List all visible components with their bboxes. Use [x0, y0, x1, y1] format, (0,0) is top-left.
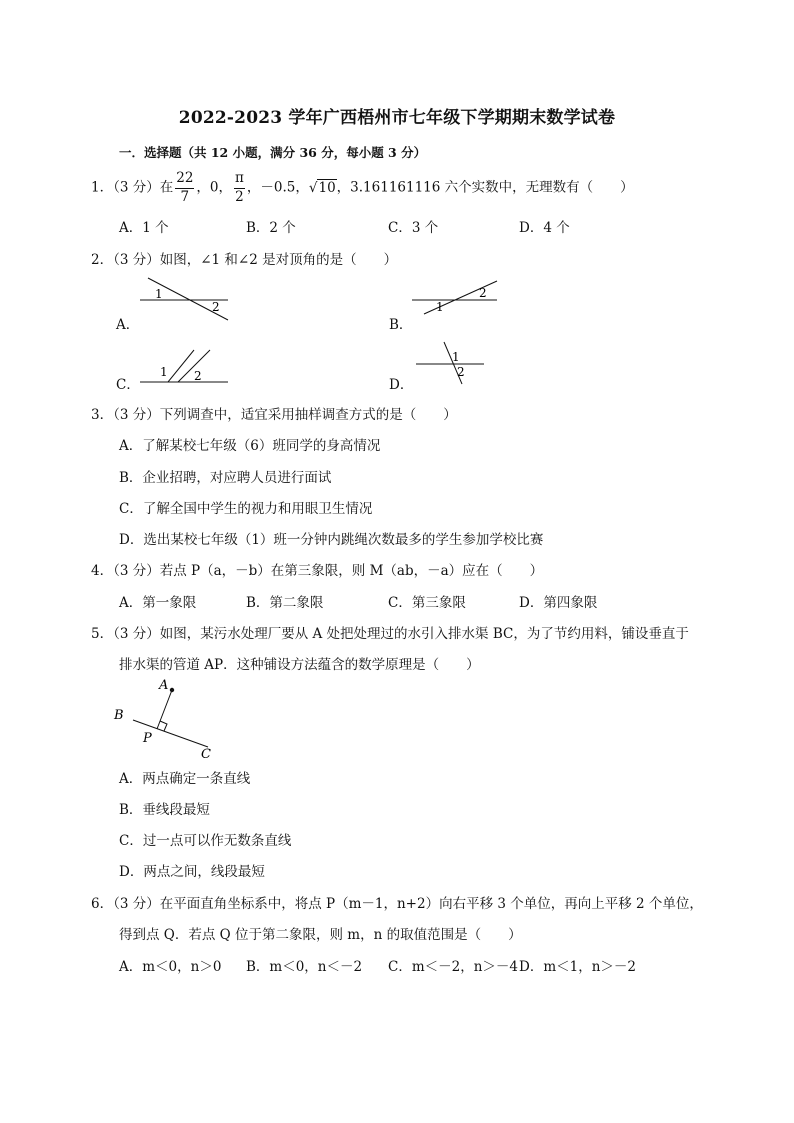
q5-option-b[interactable]: B．垂线段最短	[119, 802, 210, 818]
sqrt-sign: √	[308, 179, 318, 196]
q3-option-b[interactable]: B．企业招聘，对应聘人员进行面试	[119, 470, 332, 486]
q2-figure-d	[414, 340, 494, 386]
q1-prefix: 1．（3 分）在	[91, 179, 174, 196]
q1-fraction-numerator: 22	[175, 172, 194, 189]
angle-2-label: 2	[194, 369, 202, 383]
label-p: P	[143, 731, 152, 746]
q5-figure	[108, 676, 228, 762]
question-4-stem: 4．（3 分）若点 P（a，－b）在第三象限，则 M（ab，－a）应在（ ）	[91, 563, 544, 579]
q1-fraction-numerator: π	[234, 172, 245, 189]
q6-option-b[interactable]: B．m＜0，n＜－2	[246, 959, 363, 975]
q2-option-b[interactable]: B．	[389, 317, 413, 333]
q1-fraction-22-7	[175, 172, 194, 204]
q1-fraction-denominator: 7	[180, 188, 190, 205]
q1-option-a[interactable]: A．1 个	[119, 220, 169, 236]
q5-option-c[interactable]: C．过一点可以作无数条直线	[119, 833, 292, 849]
question-3-stem: 3．（3 分）下列调查中，适宜采用抽样调查方式的是（ ）	[91, 407, 457, 423]
q4-option-c[interactable]: C．第三象限	[388, 595, 466, 611]
angle-1-label: 1	[160, 365, 168, 379]
angle-1-label: 1	[155, 287, 163, 301]
q2-figure-c	[140, 346, 240, 386]
q5-option-d[interactable]: D．两点之间，线段最短	[119, 864, 265, 880]
q4-option-d[interactable]: D．第四象限	[519, 595, 598, 611]
q6-option-a[interactable]: A．m＜0，n＞0	[119, 959, 222, 975]
q2-option-a[interactable]: A．	[116, 317, 140, 333]
q5-option-a[interactable]: A．两点确定一条直线	[119, 771, 251, 787]
q1-suffix: ，3.161161116 六个实数中，无理数有（ ）	[336, 179, 634, 196]
q2-figure-b	[412, 278, 512, 318]
q3-option-a[interactable]: A．了解某校七年级（6）班同学的身高情况	[119, 438, 381, 454]
angle-2-label: 2	[479, 286, 487, 300]
question-2-stem: 2．（3 分）如图，∠1 和∠2 是对顶角的是（ ）	[91, 252, 398, 268]
question-5-stem-line1: 5．（3 分）如图，某污水处理厂要从 A 处把处理过的水引入排水渠 BC，为了节约用料，铺设垂直于	[91, 626, 689, 642]
q2-option-c[interactable]: C．	[116, 377, 140, 393]
angle-2-label: 2	[212, 300, 220, 314]
q2-option-d[interactable]: D．	[389, 377, 414, 393]
label-a: A	[159, 678, 169, 693]
q1-middle: ，－0.5，	[246, 179, 309, 196]
q1-fraction-pi-2	[234, 172, 245, 204]
angle-2-label: 2	[457, 365, 465, 379]
q1-fraction-denominator: 2	[235, 188, 244, 205]
q3-option-d[interactable]: D．选出某校七年级（1）班一分钟内跳绳次数最多的学生参加学校比赛	[119, 532, 544, 548]
q1-option-b[interactable]: B．2 个	[246, 220, 296, 236]
q1-sqrt-10	[309, 173, 337, 203]
point-a	[170, 688, 174, 692]
question-1-stem	[91, 172, 634, 204]
q1-option-d[interactable]: D．4 个	[519, 220, 570, 236]
q6-option-d[interactable]: D．m＜1，n＞－2	[519, 959, 636, 975]
sqrt-radicand: 10	[318, 179, 336, 196]
label-b: B	[114, 708, 124, 723]
section-heading: 一．选择题（共 12 小题，满分 36 分，每小题 3 分）	[119, 145, 427, 160]
q3-option-c[interactable]: C．了解全国中学生的视力和用眼卫生情况	[119, 501, 373, 517]
q1-option-c[interactable]: C．3 个	[388, 220, 439, 236]
question-5-stem-line2: 排水渠的管道 AP．这种铺设方法蕴含的数学原理是（ ）	[119, 657, 480, 673]
question-6-stem-line2: 得到点 Q．若点 Q 位于第二象限，则 m，n 的取值范围是（ ）	[119, 927, 522, 943]
angle-1-label: 1	[436, 300, 444, 314]
q6-option-c[interactable]: C．m＜－2，n＞－4	[388, 959, 519, 975]
label-c: C	[201, 747, 211, 762]
angle-1-label: 1	[452, 350, 460, 364]
page-title: 2022-2023 学年广西梧州市七年级下学期期末数学试卷	[178, 108, 616, 128]
q2-figure-a	[140, 274, 240, 324]
q1-separator: ，0，	[196, 179, 233, 196]
question-6-stem-line1: 6．（3 分）在平面直角坐标系中，将点 P（m－1，n+2）向右平移 3 个单位，再向上平移 2 个单位，	[91, 896, 703, 912]
q4-option-a[interactable]: A．第一象限	[119, 595, 197, 611]
q4-option-b[interactable]: B．第二象限	[246, 595, 324, 611]
